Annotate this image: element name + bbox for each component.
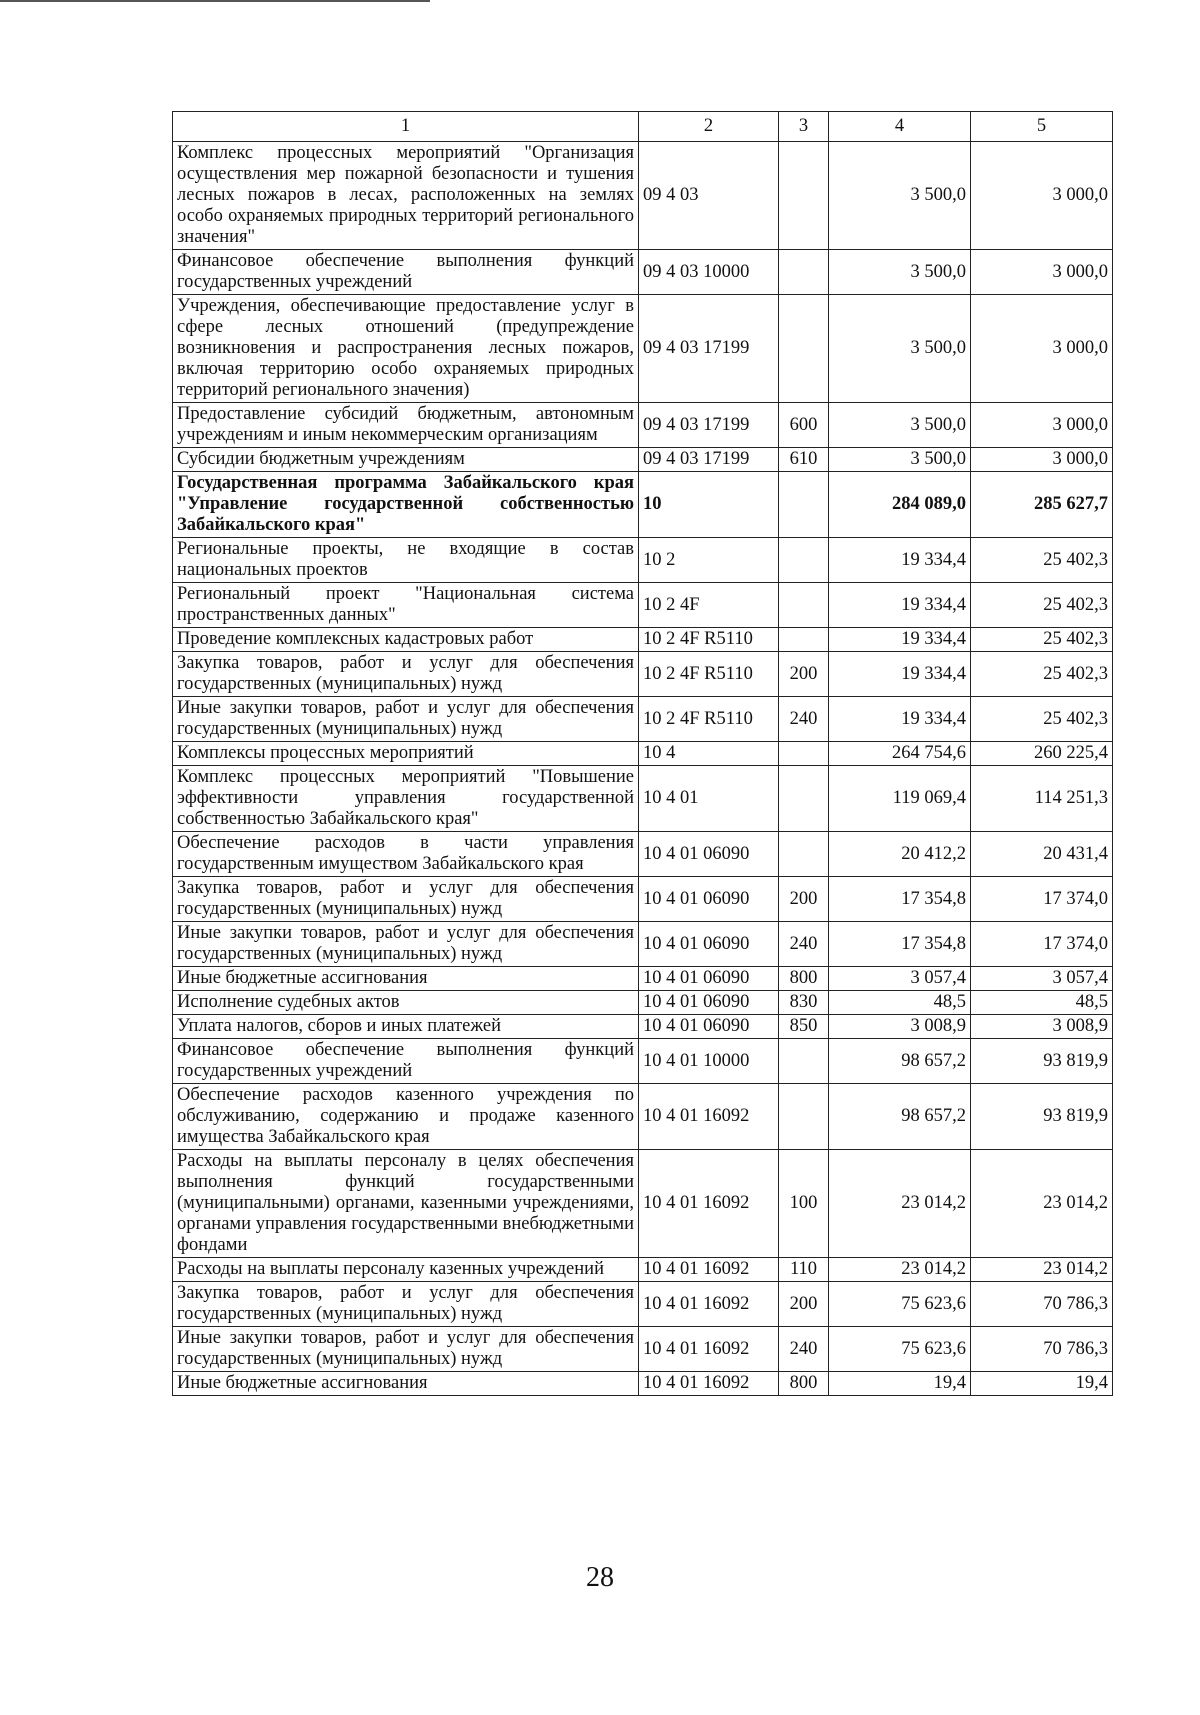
- row-year1-value: 19 334,4: [829, 652, 971, 697]
- row-year2-value: 48,5: [971, 991, 1113, 1015]
- row-expense-type-cell: [779, 766, 829, 832]
- row-year1-value: 3 500,0: [829, 448, 971, 472]
- row-year2-value: 114 251,3: [971, 766, 1113, 832]
- row-name-cell: Субсидии бюджетным учреждениям: [173, 448, 639, 472]
- document-page: [172, 111, 1112, 1396]
- row-name-cell: Иные закупки товаров, работ и услуг для обеспечения государственных (муниципальных) нужд: [173, 922, 639, 967]
- table-row: [173, 583, 1113, 628]
- row-year2-value: 20 431,4: [971, 832, 1113, 877]
- row-name-cell: Финансовое обеспечение выполнения функций государственных учреждений: [173, 1039, 639, 1084]
- row-name-cell: Комплексы процессных мероприятий: [173, 742, 639, 766]
- row-year2-value: 93 819,9: [971, 1084, 1113, 1150]
- row-name-cell: Проведение комплексных кадастровых работ: [173, 628, 639, 652]
- row-code-cell: 10 4 01 06090: [639, 1015, 779, 1039]
- row-code-cell: 10 4 01 16092: [639, 1327, 779, 1372]
- row-expense-type-cell: [779, 295, 829, 403]
- row-code-cell: 10 4: [639, 742, 779, 766]
- row-year2-value: 285 627,7: [971, 472, 1113, 538]
- row-year2-value: 3 000,0: [971, 403, 1113, 448]
- row-name-cell: Государственная программа Забайкальского края "Управление государственной собственностью Забайкальского края": [173, 472, 639, 538]
- row-year2-value: 260 225,4: [971, 742, 1113, 766]
- row-expense-type-cell: 800: [779, 967, 829, 991]
- row-code-cell: 10 4 01: [639, 766, 779, 832]
- table-row: [173, 1258, 1113, 1282]
- row-expense-type-cell: 600: [779, 403, 829, 448]
- row-code-cell: 10 4 01 06090: [639, 967, 779, 991]
- row-code-cell: 10 2 4F R5110: [639, 652, 779, 697]
- row-expense-type-cell: 610: [779, 448, 829, 472]
- row-year2-value: 17 374,0: [971, 922, 1113, 967]
- table-body: [173, 142, 1113, 1396]
- row-year1-value: 48,5: [829, 991, 971, 1015]
- row-name-cell: Комплекс процессных мероприятий "Организация осуществления мер пожарной безопасности и тушения лесных пожаров в лесах, расположенных на землях особо охраняемых природных территорий регионального значения": [173, 142, 639, 250]
- row-year2-value: 3 008,9: [971, 1015, 1113, 1039]
- budget-table: [172, 111, 1113, 1396]
- row-year1-value: 98 657,2: [829, 1084, 971, 1150]
- table-row: [173, 1015, 1113, 1039]
- column-header-year2: 5: [971, 112, 1113, 142]
- row-code-cell: 10 2 4F: [639, 583, 779, 628]
- row-expense-type-cell: [779, 142, 829, 250]
- row-expense-type-cell: [779, 250, 829, 295]
- table-row: [173, 766, 1113, 832]
- row-name-cell: Обеспечение расходов в части управления государственным имуществом Забайкальского края: [173, 832, 639, 877]
- row-year1-value: 19 334,4: [829, 697, 971, 742]
- row-year2-value: 25 402,3: [971, 697, 1113, 742]
- row-code-cell: 09 4 03 17199: [639, 295, 779, 403]
- table-row: [173, 295, 1113, 403]
- row-year1-value: 19 334,4: [829, 583, 971, 628]
- row-code-cell: 10 4 01 10000: [639, 1039, 779, 1084]
- row-year1-value: 284 089,0: [829, 472, 971, 538]
- row-code-cell: 10 4 01 16092: [639, 1258, 779, 1282]
- table-row: [173, 1327, 1113, 1372]
- row-expense-type-cell: [779, 538, 829, 583]
- row-year2-value: 19,4: [971, 1372, 1113, 1396]
- row-code-cell: 09 4 03: [639, 142, 779, 250]
- row-expense-type-cell: 830: [779, 991, 829, 1015]
- row-code-cell: 10 4 01 16092: [639, 1282, 779, 1327]
- row-year1-value: 20 412,2: [829, 832, 971, 877]
- row-expense-type-cell: 200: [779, 1282, 829, 1327]
- row-name-cell: Закупка товаров, работ и услуг для обеспечения государственных (муниципальных) нужд: [173, 877, 639, 922]
- row-code-cell: 10 4 01 16092: [639, 1150, 779, 1258]
- row-expense-type-cell: 800: [779, 1372, 829, 1396]
- row-year2-value: 23 014,2: [971, 1150, 1113, 1258]
- row-year1-value: 3 057,4: [829, 967, 971, 991]
- table-row: [173, 652, 1113, 697]
- table-row: [173, 697, 1113, 742]
- row-code-cell: 10 2 4F R5110: [639, 628, 779, 652]
- row-year1-value: 75 623,6: [829, 1327, 971, 1372]
- row-year1-value: 3 500,0: [829, 142, 971, 250]
- row-year1-value: 17 354,8: [829, 877, 971, 922]
- row-code-cell: 10 4 01 16092: [639, 1372, 779, 1396]
- row-name-cell: Предоставление субсидий бюджетным, автономным учреждениям и иным некоммерческим организациям: [173, 403, 639, 448]
- row-year1-value: 19,4: [829, 1372, 971, 1396]
- table-row: [173, 877, 1113, 922]
- table-row: [173, 1282, 1113, 1327]
- row-year2-value: 93 819,9: [971, 1039, 1113, 1084]
- table-row: [173, 922, 1113, 967]
- row-expense-type-cell: 240: [779, 922, 829, 967]
- row-expense-type-cell: 100: [779, 1150, 829, 1258]
- row-year2-value: 25 402,3: [971, 583, 1113, 628]
- row-name-cell: Региональные проекты, не входящие в состав национальных проектов: [173, 538, 639, 583]
- table-row: [173, 538, 1113, 583]
- row-year1-value: 23 014,2: [829, 1258, 971, 1282]
- table-row: [173, 832, 1113, 877]
- row-name-cell: Финансовое обеспечение выполнения функций государственных учреждений: [173, 250, 639, 295]
- row-expense-type-cell: 850: [779, 1015, 829, 1039]
- row-expense-type-cell: 240: [779, 697, 829, 742]
- row-name-cell: Комплекс процессных мероприятий "Повышение эффективности управления государственной собственностью Забайкальского края": [173, 766, 639, 832]
- row-expense-type-cell: [779, 1039, 829, 1084]
- row-year1-value: 17 354,8: [829, 922, 971, 967]
- row-code-cell: 10 4 01 06090: [639, 922, 779, 967]
- row-code-cell: 09 4 03 17199: [639, 403, 779, 448]
- table-row: [173, 142, 1113, 250]
- table-header-row: [173, 112, 1113, 142]
- column-header-expense-type: 3: [779, 112, 829, 142]
- row-code-cell: 10 4 01 06090: [639, 991, 779, 1015]
- row-expense-type-cell: [779, 472, 829, 538]
- row-year2-value: 23 014,2: [971, 1258, 1113, 1282]
- column-header-year1: 4: [829, 112, 971, 142]
- row-year2-value: 17 374,0: [971, 877, 1113, 922]
- row-name-cell: Закупка товаров, работ и услуг для обеспечения государственных (муниципальных) нужд: [173, 652, 639, 697]
- row-year1-value: 3 500,0: [829, 295, 971, 403]
- row-name-cell: Учреждения, обеспечивающие предоставление услуг в сфере лесных отношений (предупреждение возникновения и распространения лесных пожаров, включая территорию особо охраняемых природных территорий регионального значения): [173, 295, 639, 403]
- row-year1-value: 98 657,2: [829, 1039, 971, 1084]
- row-name-cell: Иные закупки товаров, работ и услуг для обеспечения государственных (муниципальных) нужд: [173, 1327, 639, 1372]
- row-code-cell: 09 4 03 17199: [639, 448, 779, 472]
- row-year2-value: 25 402,3: [971, 652, 1113, 697]
- row-name-cell: Расходы на выплаты персоналу в целях обеспечения выполнения функций государственными (муниципальными) органами, казенными учреждениями, органами управления государственными внебюджетными фондами: [173, 1150, 639, 1258]
- column-header-code: 2: [639, 112, 779, 142]
- table-row: [173, 403, 1113, 448]
- row-name-cell: Иные закупки товаров, работ и услуг для обеспечения государственных (муниципальных) нужд: [173, 697, 639, 742]
- row-name-cell: Исполнение судебных актов: [173, 991, 639, 1015]
- table-row: [173, 967, 1113, 991]
- row-year1-value: 3 500,0: [829, 250, 971, 295]
- row-name-cell: Уплата налогов, сборов и иных платежей: [173, 1015, 639, 1039]
- table-row: [173, 742, 1113, 766]
- table-row: [173, 1150, 1113, 1258]
- row-expense-type-cell: [779, 832, 829, 877]
- row-name-cell: Расходы на выплаты персоналу казенных учреждений: [173, 1258, 639, 1282]
- table-row: [173, 991, 1113, 1015]
- row-year2-value: 3 000,0: [971, 295, 1113, 403]
- row-code-cell: 09 4 03 10000: [639, 250, 779, 295]
- row-expense-type-cell: [779, 628, 829, 652]
- row-code-cell: 10 2: [639, 538, 779, 583]
- table-row: [173, 448, 1113, 472]
- row-name-cell: Иные бюджетные ассигнования: [173, 967, 639, 991]
- row-code-cell: 10 4 01 06090: [639, 877, 779, 922]
- row-name-cell: Иные бюджетные ассигнования: [173, 1372, 639, 1396]
- row-year2-value: 70 786,3: [971, 1282, 1113, 1327]
- row-year2-value: 3 000,0: [971, 250, 1113, 295]
- table-row: [173, 628, 1113, 652]
- row-year1-value: 264 754,6: [829, 742, 971, 766]
- table-row: [173, 1039, 1113, 1084]
- row-code-cell: 10 4 01 06090: [639, 832, 779, 877]
- row-expense-type-cell: 200: [779, 877, 829, 922]
- row-year2-value: 70 786,3: [971, 1327, 1113, 1372]
- row-year1-value: 3 500,0: [829, 403, 971, 448]
- row-year1-value: 75 623,6: [829, 1282, 971, 1327]
- column-header-name: 1: [173, 112, 639, 142]
- row-code-cell: 10 2 4F R5110: [639, 697, 779, 742]
- row-year2-value: 3 057,4: [971, 967, 1113, 991]
- row-year1-value: 19 334,4: [829, 628, 971, 652]
- row-name-cell: Региональный проект "Национальная система пространственных данных": [173, 583, 639, 628]
- table-row: [173, 1084, 1113, 1150]
- scan-top-rule: [0, 0, 430, 2]
- row-year1-value: 23 014,2: [829, 1150, 971, 1258]
- row-year2-value: 3 000,0: [971, 142, 1113, 250]
- row-expense-type-cell: 240: [779, 1327, 829, 1372]
- row-expense-type-cell: [779, 742, 829, 766]
- table-row: [173, 250, 1113, 295]
- row-year2-value: 25 402,3: [971, 538, 1113, 583]
- row-expense-type-cell: [779, 583, 829, 628]
- row-expense-type-cell: [779, 1084, 829, 1150]
- row-expense-type-cell: 110: [779, 1258, 829, 1282]
- table-row: [173, 1372, 1113, 1396]
- row-name-cell: Закупка товаров, работ и услуг для обеспечения государственных (муниципальных) нужд: [173, 1282, 639, 1327]
- row-year2-value: 3 000,0: [971, 448, 1113, 472]
- row-year1-value: 119 069,4: [829, 766, 971, 832]
- table-row: [173, 472, 1113, 538]
- row-year1-value: 19 334,4: [829, 538, 971, 583]
- row-name-cell: Обеспечение расходов казенного учреждения по обслуживанию, содержанию и продаже казенного имущества Забайкальского края: [173, 1084, 639, 1150]
- row-year2-value: 25 402,3: [971, 628, 1113, 652]
- row-code-cell: 10: [639, 472, 779, 538]
- row-expense-type-cell: 200: [779, 652, 829, 697]
- row-code-cell: 10 4 01 16092: [639, 1084, 779, 1150]
- page-number: 28: [586, 1562, 614, 1593]
- row-year1-value: 3 008,9: [829, 1015, 971, 1039]
